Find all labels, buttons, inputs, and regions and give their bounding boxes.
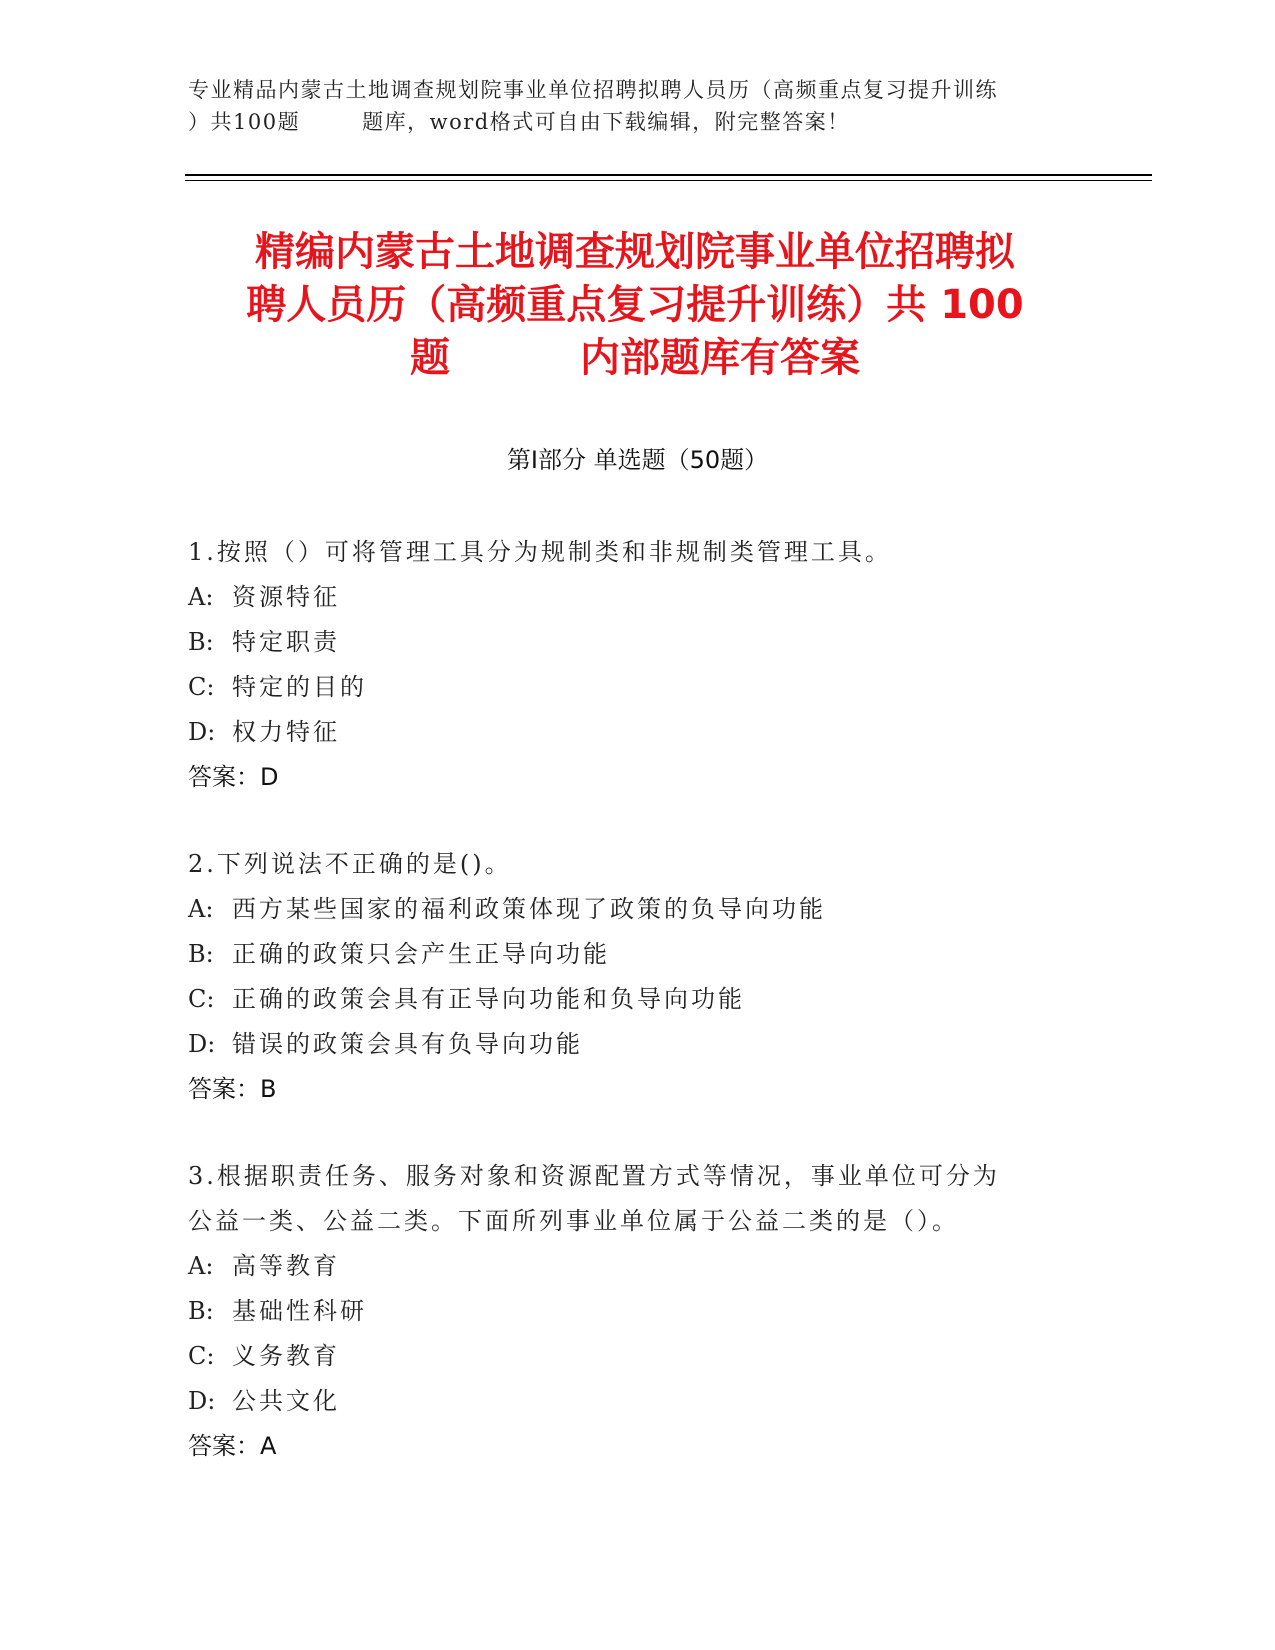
option-c [188, 977, 1088, 1022]
option-text: 西方某些国家的福利政策体现了政策的负导向功能 [232, 895, 826, 923]
option-c [188, 665, 1088, 710]
question-stem-line-2: 公益一类、公益二类。下面所列事业单位属于公益二类的是（）。 [188, 1207, 959, 1235]
option-letter: B: [188, 940, 214, 968]
header-note-line-2-end: 题库，word格式可自由下载编辑，附完整答案！ [362, 110, 850, 134]
option-d [188, 710, 1088, 755]
option-b [188, 1289, 1088, 1334]
question-list [188, 530, 1088, 1511]
option-text: 高等教育 [232, 1252, 340, 1280]
answer-line: 答案：A [188, 1432, 277, 1460]
option-letter: A: [188, 895, 214, 923]
option-text: 义务教育 [232, 1342, 340, 1370]
option-letter: C: [188, 985, 215, 1013]
header-note [188, 74, 1088, 138]
section-heading: 第Ⅰ部分 单选题（50题） [506, 446, 769, 474]
option-c [188, 1334, 1088, 1379]
title-line-2: 聘人员历（高频重点复习提升训练）共 100 [246, 282, 1024, 328]
header-divider-thick [185, 174, 1152, 176]
question-1 [188, 530, 1088, 800]
header-note-line-2-start: ）共100题 [188, 110, 301, 134]
header-note-line-2 [188, 106, 1088, 138]
option-letter: A: [188, 1252, 214, 1280]
header-divider-thin [185, 180, 1152, 181]
option-text: 特定的目的 [232, 673, 367, 701]
title-line-3-end: 内部题库有答案 [580, 335, 860, 381]
answer-line: 答案：B [188, 1075, 277, 1103]
option-b [188, 620, 1088, 665]
option-text: 公共文化 [232, 1387, 340, 1415]
option-a [188, 887, 1088, 932]
question-3 [188, 1154, 1088, 1469]
option-b [188, 932, 1088, 977]
option-letter: C: [188, 1342, 215, 1370]
title-line-3-start: 题 [410, 335, 450, 381]
option-letter: B: [188, 628, 214, 656]
option-d [188, 1022, 1088, 1067]
question-stem: 2.下列说法不正确的是()。 [188, 850, 512, 878]
document-title [195, 226, 1075, 385]
option-a [188, 575, 1088, 620]
question-stem-line-1: 3.根据职责任务、服务对象和资源配置方式等情况，事业单位可分为 [188, 1162, 1000, 1190]
title-line-1: 精编内蒙古土地调查规划院事业单位招聘拟 [255, 229, 1015, 275]
answer-line: 答案：D [188, 763, 279, 791]
option-letter: A: [188, 583, 214, 611]
option-text: 正确的政策只会产生正导向功能 [232, 940, 610, 968]
option-letter: D: [188, 718, 216, 746]
option-text: 正确的政策会具有正导向功能和负导向功能 [232, 985, 745, 1013]
header-note-line-1: 专业精品内蒙古土地调查规划院事业单位招聘拟聘人员历（高频重点复习提升训练 [188, 78, 998, 102]
option-letter: D: [188, 1387, 216, 1415]
option-letter: C: [188, 673, 215, 701]
question-stem: 1.按照（）可将管理工具分为规制类和非规制类管理工具。 [188, 538, 892, 566]
option-text: 权力特征 [232, 718, 340, 746]
option-d [188, 1379, 1088, 1424]
option-text: 特定职责 [232, 628, 340, 656]
option-a [188, 1244, 1088, 1289]
option-text: 资源特征 [232, 583, 340, 611]
option-text: 错误的政策会具有负导向功能 [232, 1030, 583, 1058]
title-line-3 [195, 332, 1075, 385]
option-text: 基础性科研 [232, 1297, 367, 1325]
question-2 [188, 842, 1088, 1112]
option-letter: B: [188, 1297, 214, 1325]
option-letter: D: [188, 1030, 216, 1058]
